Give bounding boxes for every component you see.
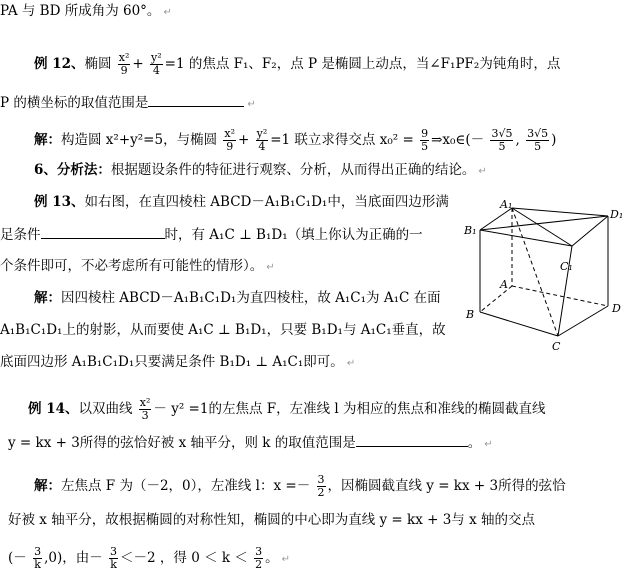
fraction: $\frac{\text{y²}}{4}$ [256,127,268,153]
edge-C1D1 [572,216,608,246]
fraction: $\frac{9}{5}$ [421,127,429,153]
method-label: 6、分析法： [34,162,111,178]
example-12-line: 例 12、椭圆 $\frac{\text{x²}}{9}$ + $\frac{\text{y²}}{4}$ =1 的焦点 F₁、F₂，点 P 是椭圆上动点，当∠F₁PF₂为钝角时，点 [34,51,561,77]
fraction: $\frac{\text{x²}}{3}$ [139,396,151,422]
fraction: $\frac{3}{k}$ [110,545,118,571]
label-C1: C₁ [560,260,573,273]
solution-13-line: 解：因四棱柱 ABCD－A₁B₁C₁D₁为直四棱柱，故 A₁C₁为 A₁C 在面 [34,290,441,306]
label-B: B [466,308,475,321]
edge-CD [558,306,608,336]
line-8: 个条件即可，不必考虑所有可能性的情形）。 ↵ [0,258,275,274]
label-A1: A₁ [500,198,513,211]
solution-14-line: 解：左焦点 F 为（－2，0），左准线 l：x =－ $\frac{3}{2}$ ，因椭圆截直线 y = kx + 3所得的弦恰 [34,473,566,499]
edge-A1D1 [512,208,608,216]
fraction: $\frac{\text{x²}}{9}$ [224,127,235,153]
line-10: A₁B₁C₁D₁上的射影，从而要使 A₁C ⊥ B₁D₁，只要 B₁D₁与 A₁C₁垂直，故 [0,322,446,338]
answer-blank [148,92,244,107]
label-C: C [552,340,561,353]
solution-label: 解： [34,478,61,494]
edge-B1C1 [480,230,572,246]
solution-label: 解： [34,132,61,148]
fraction: $\frac{3}{k}$ [34,545,42,571]
line-3: P 的横坐标的取值范围是 ↵ [0,92,256,115]
example-13-line: 例 13、如右图，在直四棱柱 ABCD－A₁B₁C₁D₁中，当底面四边形满 [34,194,449,210]
fraction: $\frac{\text{y²}}{4}$ [151,51,162,77]
fraction: $\frac{\text{x²}}{9}$ [118,51,130,77]
line-1: PA 与 BD 所成角为 60°。 ↵ [0,3,172,19]
answer-blank [356,432,468,447]
edge-AD [512,286,608,306]
fraction: $\frac{3√5}{5}$ [527,127,549,153]
answer-blank [41,224,165,239]
label-D: D [612,302,621,315]
example-label: 例 14、 [28,401,79,417]
solution-label: 解： [34,290,61,306]
line-15: 好被 x 轴平分，故根据椭圆的对称性知，椭圆的中心即为直线 y = kx + 3与 x 轴的交点 [8,512,535,528]
fraction: $\frac{3√5}{5}$ [491,127,513,153]
line-16: (－ $\frac{3}{k}$ ,0)，由－ $\frac{3}{k}$ ＜－2 ，得 0 ＜ k ＜ $\frac{3}{2}$ 。 ↵ [8,545,291,571]
example-label: 例 13、 [34,194,85,210]
solution-12-line: 解：构造圆 x²+y²=5，与椭圆 $\frac{\text{x²}}{9}$ + $\frac{\text{y²}}{4}$ =1 联立求得交点 x₀² = $\frac{9}{5}$ ⇒x₀∈(－ $\frac{3√5}{5}$ , $\frac{3√5}{5}$ ) [34,127,557,153]
label-D1: D₁ [610,208,624,221]
line-7: 足条件 时，有 A₁C ⊥ B₁D₁（填上你认为正确的一 [0,224,423,245]
method-6-line: 6、分析法：根据题设条件的特征进行观察、分析，从而得出正确的结论。 ↵ [34,162,487,178]
fraction: $\frac{3}{2}$ [317,473,325,499]
edge-BC [480,312,558,336]
line-11: 底面四边形 A₁B₁C₁D₁只要满足条件 B₁D₁ ⊥ A₁C₁即可。 ↵ [0,354,356,370]
label-A: A [500,278,508,291]
example-14-line: 例 14、以双曲线 $\frac{\text{x²}}{3}$ － y² =1的左焦点 F，左准线 l 为相应的焦点和准线的椭圆截直线 [28,396,546,422]
label-B1: B₁ [464,224,477,237]
line-13: y = kx + 3所得的弦恰好被 x 轴平分，则 k 的取值范围是 。 ↵ [8,432,493,455]
example-label: 例 12、 [34,56,85,72]
prism-figure [460,196,630,356]
diag-A1C [512,208,558,336]
fraction: $\frac{3}{2}$ [255,545,263,571]
